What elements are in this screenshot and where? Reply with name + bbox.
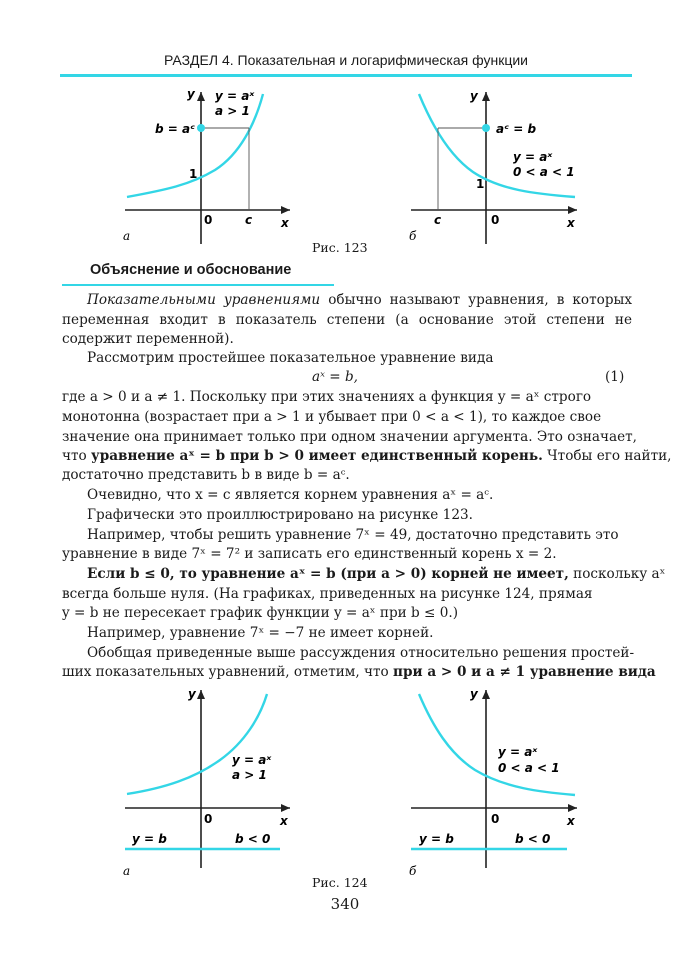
paragraph-7-line-2: всегда больше нуля. (На графиках, приведенных на рисунке 124, прямая (62, 586, 593, 602)
paragraph-8: Например, уравнение 7ˣ = −7 не имеет корней. (87, 625, 434, 641)
paragraph-1-text: обычно называют уравнения, в которых переменная входит в показатель степени (а основание этой степени не содержит переменной). (62, 292, 633, 348)
sub-label: а (123, 864, 131, 878)
sub-label: б (409, 229, 417, 243)
running-header: РАЗДЕЛ 4. Показательная и логарифмическая функции (164, 52, 528, 68)
key-statement: при a > 0 и a ≠ 1 уравнение вида (393, 664, 656, 680)
y-arrow-icon (197, 92, 205, 101)
sub-label: б (409, 864, 417, 878)
x-axis-label: x (280, 814, 288, 828)
func-label: y = aˣ (215, 89, 255, 103)
paragraph-2: Рассмотрим простейшее показательное уравнение вида (87, 350, 494, 366)
b-cond-label: b < 0 (515, 832, 551, 846)
zero-label: 0 (204, 213, 213, 227)
equation-1: aˣ = b, (312, 369, 358, 385)
x-arrow-icon (568, 206, 577, 214)
fig124-panel-b (409, 687, 577, 878)
y-arrow-icon (482, 92, 490, 101)
fig123-panel-b (409, 89, 577, 244)
fig123-caption: Рис. 123 (312, 240, 368, 255)
paragraph-7-line-3: y = b не пересекает график функции y = aˣ при b ≤ 0.) (62, 605, 459, 621)
paragraph-3-line-4 (62, 448, 672, 464)
y-axis-label: y (188, 687, 196, 701)
paragraph-3-line-2: монотонна (возрастает при a > 1 и убывает при 0 < a < 1), то каждое свое (62, 409, 602, 425)
figure-123 (115, 84, 595, 254)
b-label: b = aᶜ (155, 122, 196, 136)
c-label: c (245, 213, 253, 227)
b-label: aᶜ = b (496, 122, 537, 136)
text-segment: Чтобы его найти, (542, 448, 672, 464)
paragraph-9-line-2 (62, 664, 656, 680)
cond-label: a > 1 (215, 104, 250, 118)
paragraph-3-line-3: значение она принимает только при одном значении аргумента. Это означает, (62, 429, 638, 445)
x-arrow-icon (281, 804, 290, 812)
section-title: Объяснение и обоснование (90, 262, 292, 278)
paragraph-7-line-1 (87, 566, 666, 582)
exp-curve (419, 94, 575, 197)
text-segment: что (62, 448, 92, 464)
section-rule (62, 284, 334, 286)
cond-label: 0 < a < 1 (498, 761, 560, 775)
zero-label: 0 (204, 812, 213, 826)
sub-label: а (123, 229, 131, 243)
paragraph-5: Графически это проиллюстрировано на рисунке 123. (87, 507, 473, 523)
func-label: y = aˣ (498, 745, 538, 759)
paragraph-4: Очевидно, что x = c является корнем уравнения aˣ = aᶜ. (87, 487, 494, 503)
zero-label: 0 (491, 213, 500, 227)
y-axis-label: y (470, 89, 478, 103)
one-label: 1 (189, 167, 198, 181)
fig124-caption: Рис. 124 (312, 875, 368, 890)
zero-label: 0 (491, 812, 500, 826)
paragraph-3-line-5: достаточно представить b в виде b = aᶜ. (62, 467, 350, 483)
line-label: y = b (132, 832, 167, 846)
figure-124 (115, 682, 595, 878)
x-arrow-icon (568, 804, 577, 812)
key-statement: уравнение aˣ = b при b > 0 имеет единственный корень. (91, 448, 543, 464)
key-statement: Если b ≤ 0, то уравнение aˣ = b (при a > 0) корней не имеет, (87, 566, 569, 582)
paragraph-6-line-1: Например, чтобы решить уравнение 7ˣ = 49, достаточно представить это (87, 527, 619, 543)
y-axis-label: y (470, 687, 478, 701)
paragraph-9-line-1: Обобщая приведенные выше рассуждения относительно решения простей- (87, 645, 635, 661)
cond-label: 0 < a < 1 (513, 165, 575, 179)
text-segment: ших показательных уравнений, отметим, что (62, 664, 394, 680)
page-number: 340 (330, 895, 360, 913)
intersection-point (197, 124, 205, 132)
x-axis-label: x (567, 216, 575, 230)
x-arrow-icon (281, 206, 290, 214)
fig124-panel-a (123, 687, 290, 878)
paragraph-6-line-2: уравнение в виде 7ˣ = 7² и записать его единственный корень x = 2. (62, 546, 557, 562)
x-axis-label: x (281, 216, 289, 230)
b-cond-label: b < 0 (235, 832, 271, 846)
exp-curve (419, 694, 575, 795)
y-axis-label: y (187, 87, 195, 101)
func-label: y = aˣ (232, 753, 272, 767)
intersection-point (482, 124, 490, 132)
y-arrow-icon (197, 690, 205, 699)
term-emphasis: Показательными уравнениями (87, 292, 321, 308)
line-label: y = b (419, 832, 454, 846)
header-rule (60, 74, 632, 77)
func-label: y = aˣ (513, 150, 553, 164)
equation-1-number: (1) (605, 369, 625, 385)
one-label: 1 (476, 177, 485, 191)
paragraph-1 (62, 291, 632, 350)
fig123-panel-a (123, 87, 290, 244)
cond-label: a > 1 (232, 768, 267, 782)
y-arrow-icon (482, 690, 490, 699)
x-axis-label: x (567, 814, 575, 828)
paragraph-3-line-1: где a > 0 и a ≠ 1. Поскольку при этих значениях a функция y = aˣ строго (62, 389, 592, 405)
c-label: c (434, 213, 442, 227)
text-segment: поскольку aˣ (568, 566, 666, 582)
